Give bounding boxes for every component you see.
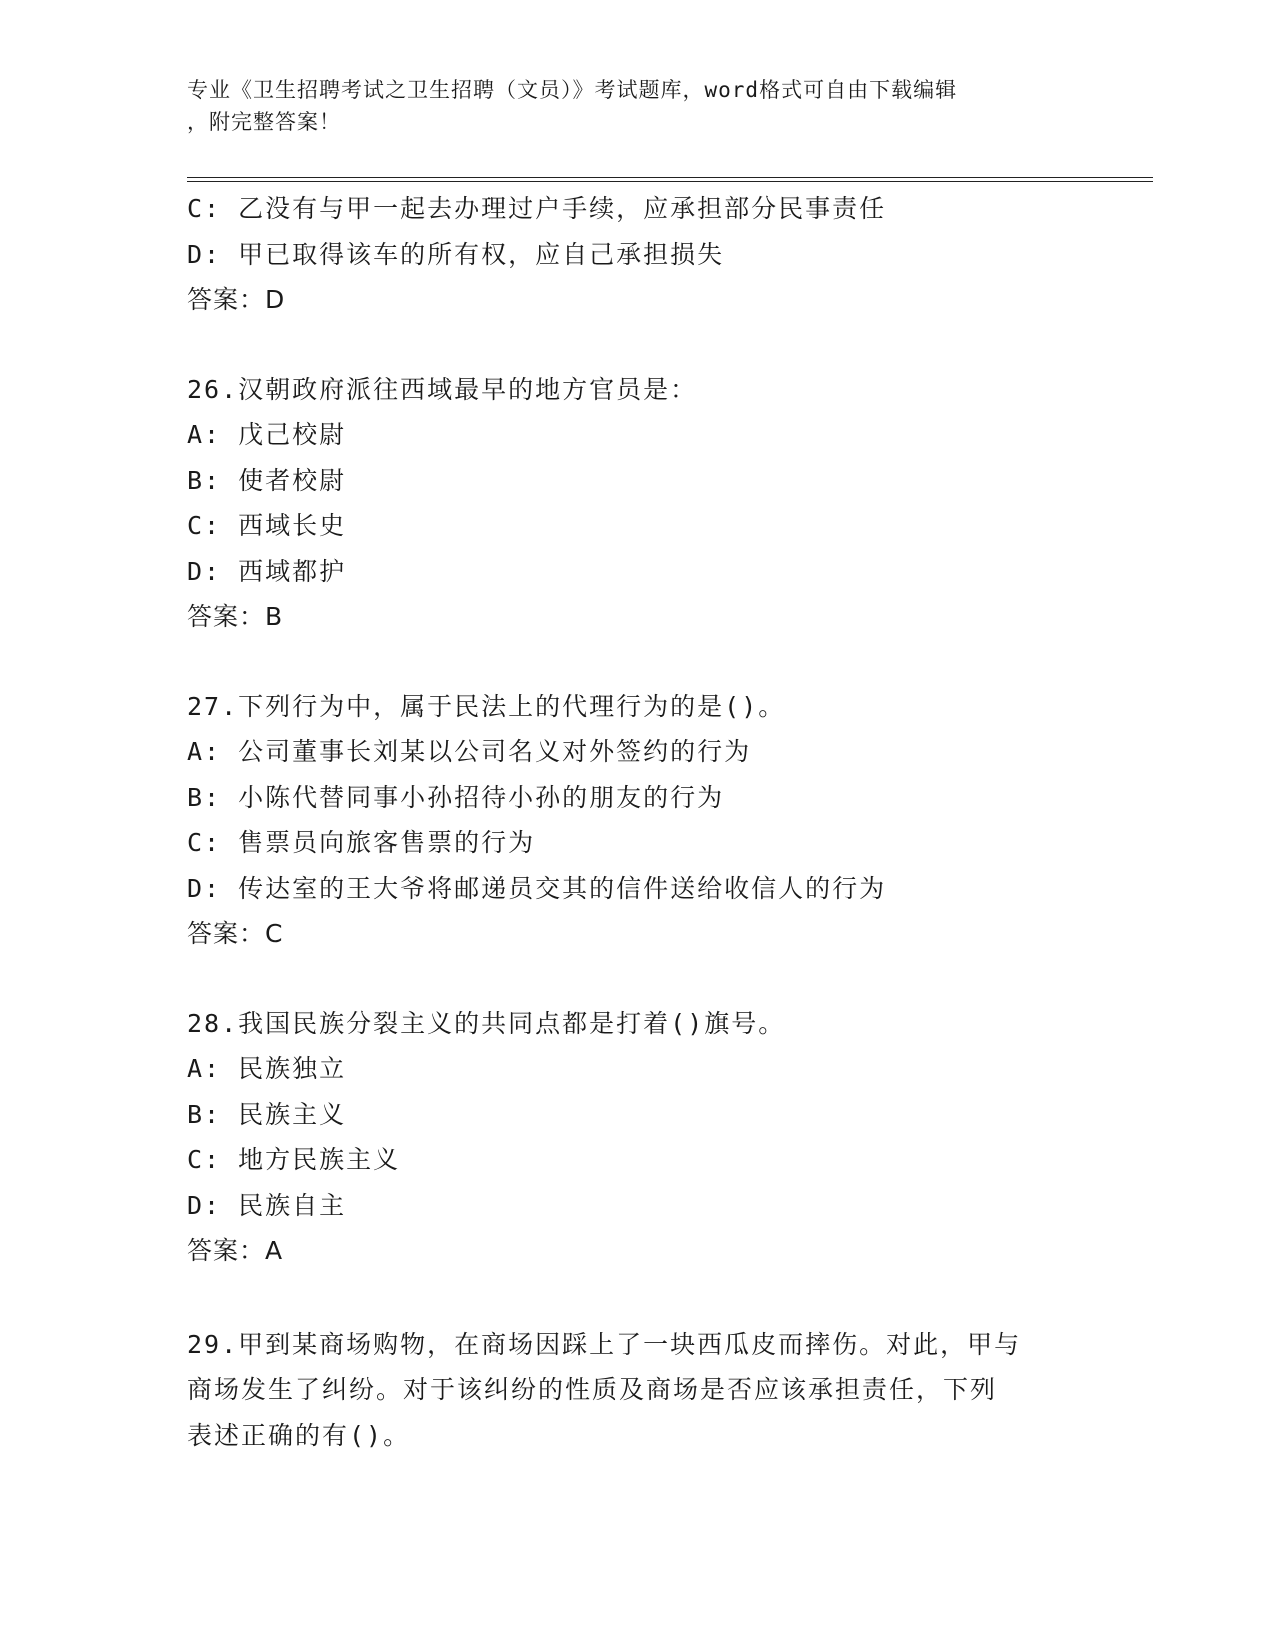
question-27 bbox=[187, 684, 1087, 957]
answer: 答案：A bbox=[187, 1236, 284, 1265]
question-stem-line-2: 商场发生了纠纷。对于该纠纷的性质及商场是否应该承担责任，下列 bbox=[187, 1375, 998, 1404]
option-a: A: 公司董事长刘某以公司名义对外签约的行为 bbox=[187, 737, 752, 766]
answer: 答案：C bbox=[187, 919, 284, 948]
document-header bbox=[187, 74, 1067, 138]
question-stem: 28.我国民族分裂主义的共同点都是打着()旗号。 bbox=[187, 1008, 786, 1038]
option-d: D: 传达室的王大爷将邮递员交其的信件送给收信人的行为 bbox=[187, 873, 887, 903]
option-a: A: 民族独立 bbox=[187, 1054, 347, 1083]
option-a: A: 戊己校尉 bbox=[187, 420, 347, 449]
option-d: D: 甲已取得该车的所有权，应自己承担损失 bbox=[187, 239, 725, 269]
answer: 答案：B bbox=[187, 602, 284, 631]
header-rule-top bbox=[187, 177, 1153, 178]
question-stem: 26.汉朝政府派往西域最早的地方官员是： bbox=[187, 374, 698, 404]
answer: 答案：D bbox=[187, 285, 286, 314]
option-c: C: 西域长史 bbox=[187, 511, 347, 540]
option-b: B: 小陈代替同事小孙招待小孙的朋友的行为 bbox=[187, 782, 725, 812]
question-content bbox=[187, 186, 1087, 1458]
question-stem-line-3: 表述正确的有()。 bbox=[187, 1420, 411, 1450]
option-d: D: 民族自主 bbox=[187, 1190, 347, 1220]
option-d: D: 西域都护 bbox=[187, 556, 347, 586]
question-stem-line-1: 29.甲到某商场购物，在商场因踩上了一块西瓜皮而摔伤。对此，甲与 bbox=[187, 1329, 1022, 1359]
option-c: C: 地方民族主义 bbox=[187, 1145, 401, 1174]
question-stem: 27.下列行为中，属于民法上的代理行为的是()。 bbox=[187, 691, 786, 721]
question-28 bbox=[187, 1001, 1087, 1274]
header-line-2: ，附完整答案！ bbox=[187, 110, 341, 134]
option-c: C: 售票员向旅客售票的行为 bbox=[187, 828, 536, 857]
header-rule-bottom bbox=[187, 181, 1153, 182]
option-b: B: 民族主义 bbox=[187, 1099, 347, 1129]
question-29 bbox=[187, 1322, 1087, 1459]
option-c: C: 乙没有与甲一起去办理过户手续，应承担部分民事责任 bbox=[187, 194, 887, 223]
header-line-1: 专业《卫生招聘考试之卫生招聘（文员）》考试题库，word格式可自由下载编辑 bbox=[187, 78, 958, 102]
question-25-tail bbox=[187, 186, 1087, 323]
option-b: B: 使者校尉 bbox=[187, 465, 347, 495]
question-26 bbox=[187, 367, 1087, 640]
